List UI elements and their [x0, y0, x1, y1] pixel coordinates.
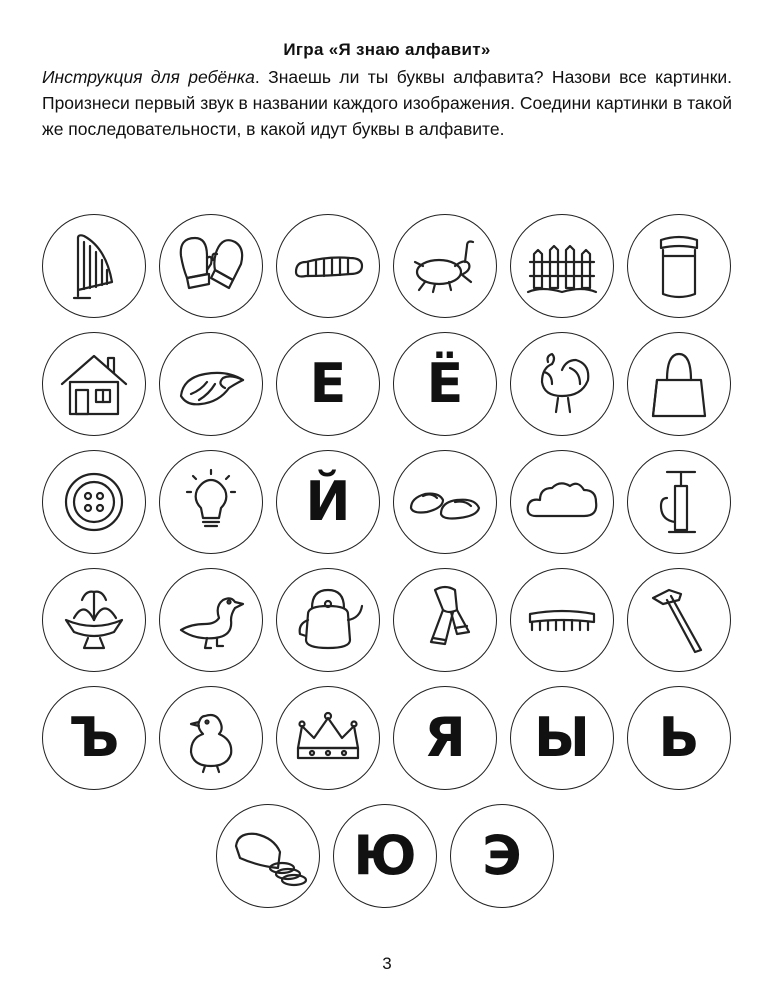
shell-icon — [171, 344, 251, 424]
picture-circle — [510, 568, 614, 672]
picture-circle — [627, 332, 731, 436]
picture-circle — [159, 686, 263, 790]
beetle-icon — [405, 226, 485, 306]
house-icon — [54, 344, 134, 424]
letter: Е — [309, 352, 347, 415]
picture-circle — [510, 450, 614, 554]
mittens-icon — [171, 226, 251, 306]
picture-circle — [627, 214, 731, 318]
picture-circle — [393, 568, 497, 672]
scarf-icon — [405, 580, 485, 660]
jar-icon — [639, 226, 719, 306]
instruction-text: . Знаешь ли ты буквы алфавита? Назови все картинки. Произнеси первый звук в названии каждого изображения. Соедини картинки в такой же последовательности, в какой идут буквы в алфавите. — [42, 67, 732, 139]
fence-icon — [522, 226, 602, 306]
letter: Ь — [658, 706, 700, 769]
instruction-lead: Инструкция для ребёнка — [42, 67, 255, 87]
slippers-icon — [405, 462, 485, 542]
letter: Ё — [426, 352, 464, 415]
letter-circle — [276, 332, 380, 436]
letter-circle — [450, 804, 554, 908]
letter-circle — [393, 686, 497, 790]
lightbulb-icon — [171, 462, 251, 542]
picture-circle — [216, 804, 320, 908]
caterpillar-icon — [288, 226, 368, 306]
picture-circle — [42, 568, 146, 672]
turkey-icon — [522, 344, 602, 424]
picture-circle — [393, 450, 497, 554]
picture-circle — [159, 450, 263, 554]
picture-circle — [42, 332, 146, 436]
letter-circle — [42, 686, 146, 790]
letter: Ъ — [68, 706, 120, 769]
letter: Ы — [534, 706, 590, 769]
page-number: 3 — [382, 954, 392, 973]
cloud-icon — [522, 462, 602, 542]
page-title: Игра «Я знаю алфавит» — [283, 40, 491, 59]
kettle-icon — [288, 580, 368, 660]
bag-icon — [639, 344, 719, 424]
picture-circle — [627, 568, 731, 672]
letter: Й — [305, 470, 351, 533]
picture-circle — [159, 568, 263, 672]
picture-circle — [276, 568, 380, 672]
picture-circle — [276, 214, 380, 318]
duck-icon — [171, 580, 251, 660]
letter: Я — [424, 706, 466, 769]
pump-icon — [639, 462, 719, 542]
picture-circle — [393, 214, 497, 318]
brush-icon — [522, 580, 602, 660]
picture-circle — [159, 214, 263, 318]
instruction — [42, 64, 732, 142]
button-icon — [54, 462, 134, 542]
crown-icon — [288, 698, 368, 778]
picture-circle — [627, 450, 731, 554]
picture-circle — [42, 450, 146, 554]
letter-circle — [627, 686, 731, 790]
letter: Э — [482, 824, 522, 887]
bread-icon — [228, 816, 308, 896]
letter-circle — [276, 450, 380, 554]
letter-circle — [333, 804, 437, 908]
picture-circle — [510, 214, 614, 318]
harp-icon — [54, 226, 134, 306]
fountain-icon — [54, 580, 134, 660]
letter: Ю — [353, 824, 417, 887]
chick-icon — [171, 698, 251, 778]
picture-circle — [510, 332, 614, 436]
picture-circle — [159, 332, 263, 436]
letter-circle — [393, 332, 497, 436]
letter-circle — [510, 686, 614, 790]
picture-circle — [42, 214, 146, 318]
hammer-icon — [639, 580, 719, 660]
picture-circle — [276, 686, 380, 790]
